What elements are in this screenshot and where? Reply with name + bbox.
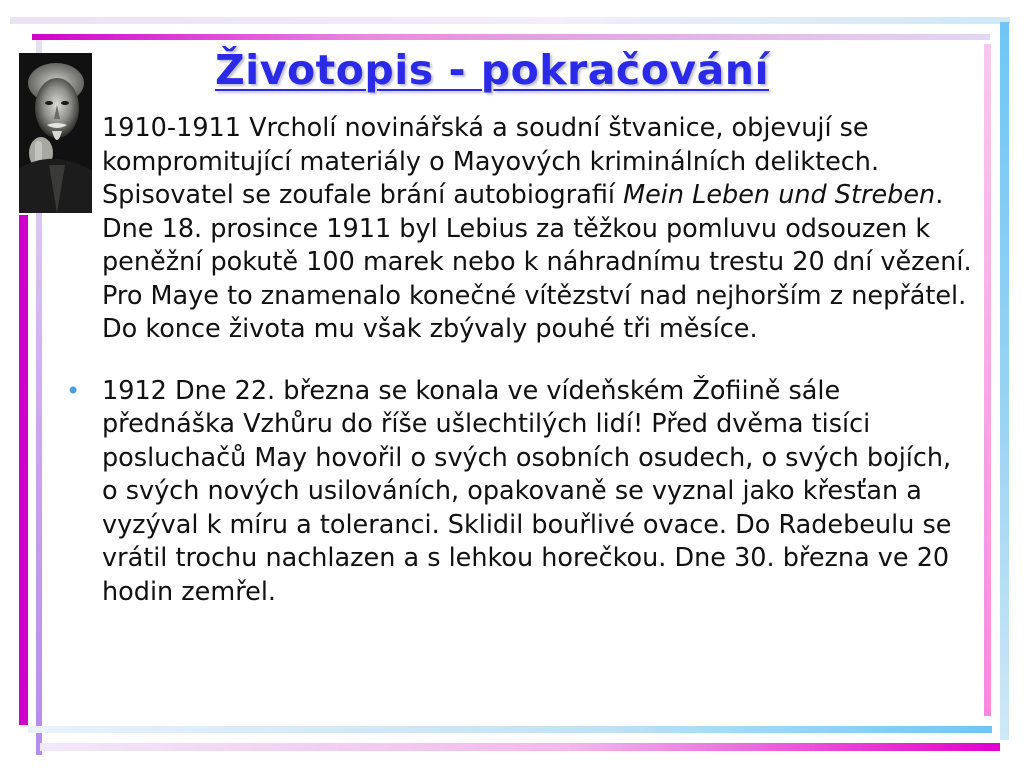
frame-bottom-inner-bar (28, 726, 992, 733)
paragraph-2-text: 1912 Dne 22. března se konala ve vídeňském Žofiině sále přednáška Vzhůru do říše ušlechtilých lidí! Před dvěma tisíci posluchačů May hovořil o svých osobních osudech, o svých bojích, o svých nových usilováních, opakovaně se vyznal jako křesťan a vyzýval k míru a toleranci. Sklidil bouřlivé ovace. Do Radebeulu se vrátil trochu nachlazen a s lehkou horečkou. Dne 30. března ve 20 hodin zemřel. (102, 375, 952, 607)
frame-top-outer-bar (10, 17, 1010, 24)
slide-title: Životopis - pokračování (214, 46, 770, 94)
paragraph-1-text-end: . Dne 18. prosince 1911 byl Lebius za těžkou pomluvu odsouzen k peněžní pokutě 100 marek nebo k náhradnímu trestu 20 dní vězení. Pro Maye to znamenalo konečné vítězství nad nejhorším z nepřátel. Do konce života mu však zbývaly pouhé tři měsíce. (102, 180, 972, 344)
paragraph-1-text-start: 1910-1911 Vrcholí novinářská a soudní štvanice, objevují se kompromitující materiály o Mayových kriminálních deliktech. Spisovatel se zoufale brání autobiografií (102, 113, 880, 210)
frame-right-inner-bar (984, 44, 991, 716)
frame-left-outer-bar (19, 215, 28, 725)
slide-body (66, 112, 974, 609)
book-title-italic: Mein Leben und Streben (623, 180, 936, 210)
frame-right-outer-bar (1000, 22, 1009, 740)
paragraph-1910-1911 (102, 112, 974, 347)
frame-top-inner-bar (32, 34, 990, 40)
paragraph-1912 (66, 375, 974, 610)
bullet-icon: • (66, 376, 81, 405)
frame-bottom-outer-bar (40, 743, 1000, 751)
